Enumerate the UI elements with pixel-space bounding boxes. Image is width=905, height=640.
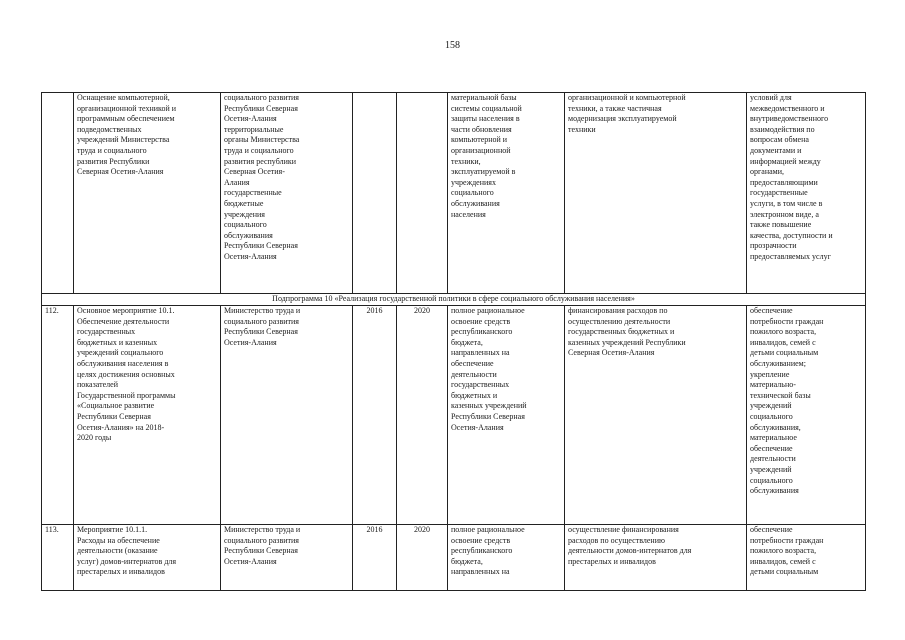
expected-result-cell: материальной базы системы социальной защиты населения в части обновления компьютерной и организационной техники, эксплуатируемой в учреждениях социального обслуживания населения [448, 93, 565, 294]
row-number [42, 93, 74, 294]
start-year-cell [353, 93, 397, 294]
main-content-cell: финансирования расходов по осуществлению деятельности государственных бюджетных и казенных учреждений Республики Северная Осетия-Алания [565, 306, 747, 525]
indicator-link-cell: условий для межведомственного и внутриведомственного взаимодействия по вопросам обмена документами и информацией между органами, предоставляющими государственные услуги, в том числе в электронном виде, а также повышение качества, доступности и прозрачности предоставляемых услуг [747, 93, 866, 294]
expected-result-cell: полное рациональное освоение средств республиканского бюджета, направленных на [448, 525, 565, 591]
row-number: 113. [42, 525, 74, 591]
subprogram-row [42, 294, 866, 306]
table-row [42, 93, 866, 294]
indicator-link-cell: обеспечение потребности граждан пожилого возраста, инвалидов, семей с детьми социальным обслуживанием; укрепление материально- технической базы учреждений социального обслуживания, материальное обеспечение деятельности учреждений социального обслуживания [747, 306, 866, 525]
executor-cell: Министерство труда и социального развития Республики Северная Осетия-Алания [221, 525, 353, 591]
indicator-link-cell: обеспечение потребности граждан пожилого возраста, инвалидов, семей с детьми социальным [747, 525, 866, 591]
subprogram-title: Подпрограмма 10 «Реализация государственной политики в сфере социального обслуживания населения» [42, 294, 866, 306]
executor-cell: Министерство труда и социального развития Республики Северная Осетия-Алания [221, 306, 353, 525]
page-number: 158 [445, 40, 460, 51]
end-year-cell: 2020 [397, 306, 448, 525]
measure-name-cell: Основное мероприятие 10.1. Обеспечение деятельности государственных бюджетных и казенных учреждений социального обслуживания населения в целях достижения основных показателей Государственной программы «Социальное развитие Республики Северная Осетия-Алания» на 2018- 2020 годы [74, 306, 221, 525]
main-content-cell: осуществление финансирования расходов по осуществлению деятельности домов-интернатов для престарелых и инвалидов [565, 525, 747, 591]
measures-table [41, 92, 866, 591]
end-year-cell: 2020 [397, 525, 448, 591]
measure-name-cell: Оснащение компьютерной, организационной техникой и программным обеспечением подведомственных учреждений Министерства труда и социального развития Республики Северная Осетия-Алания [74, 93, 221, 294]
measure-name-cell: Мероприятие 10.1.1. Расходы на обеспечение деятельности (оказание услуг) домов-интернатов для престарелых и инвалидов [74, 525, 221, 591]
main-content-cell: организационной и компьютерной техники, а также частичная модернизация эксплуатируемой техники [565, 93, 747, 294]
table-row [42, 525, 866, 591]
row-number: 112. [42, 306, 74, 525]
start-year-cell: 2016 [353, 525, 397, 591]
start-year-cell: 2016 [353, 306, 397, 525]
expected-result-cell: полное рациональное освоение средств республиканского бюджета, направленных на обеспечение деятельности государственных бюджетных и казенных учреждений Республики Северная Осетия-Алания [448, 306, 565, 525]
end-year-cell [397, 93, 448, 294]
executor-cell: социального развития Республики Северная Осетия-Алания территориальные органы Министерства труда и социального развития республики Северная Осетия- Алания государственные бюджетные учреждения социального обслуживания Республики Северная Осетия-Алания [221, 93, 353, 294]
table-row [42, 306, 866, 525]
